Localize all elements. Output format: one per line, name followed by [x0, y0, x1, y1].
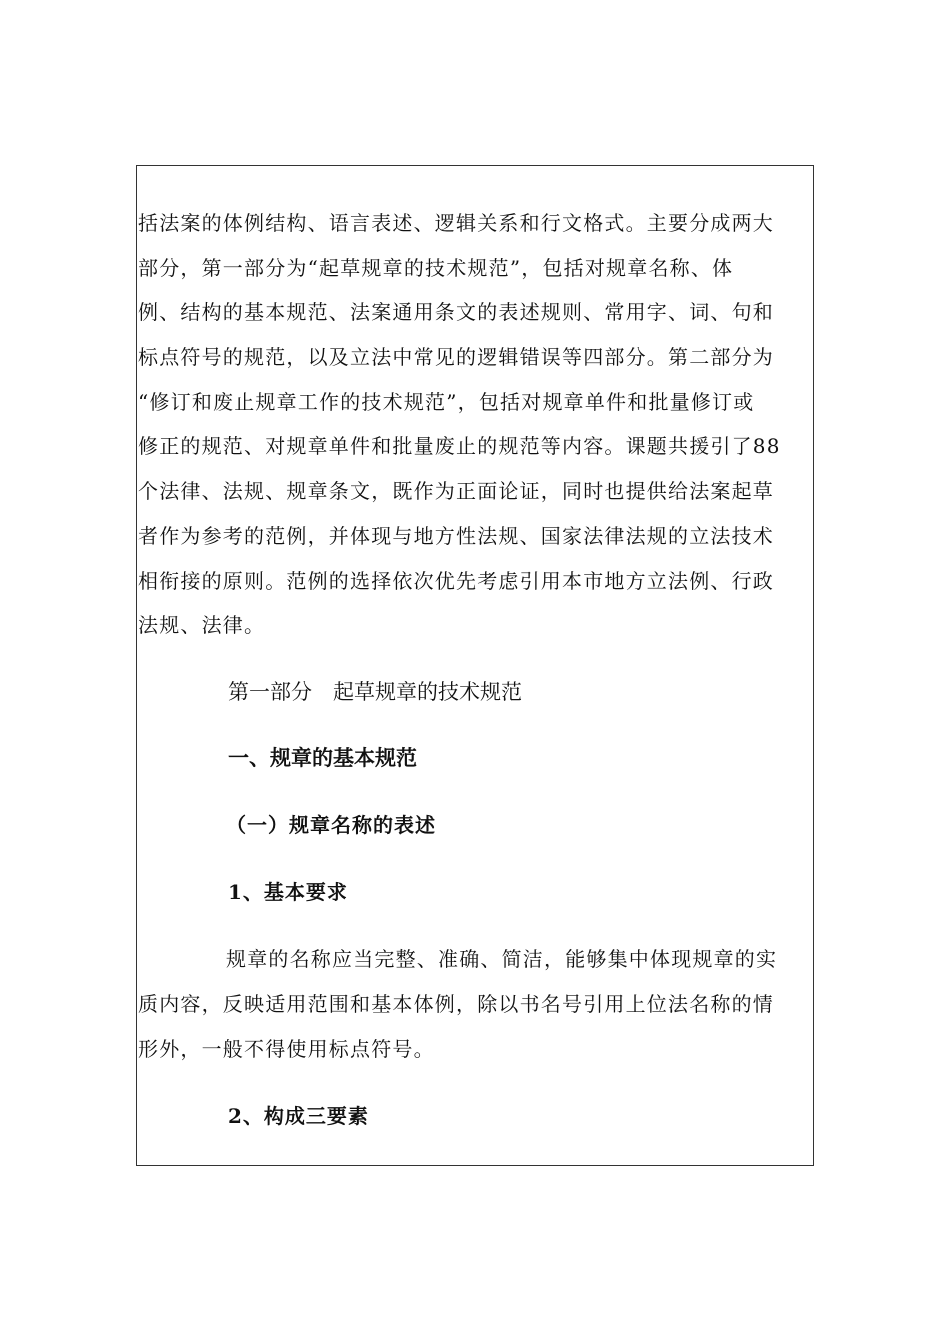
- intro-line: 括法案的体例结构、语言表述、逻辑关系和行文格式。主要分成两大: [138, 211, 774, 235]
- subsection-heading: （一）规章名称的表述: [226, 813, 436, 837]
- intro-line: 者作为参考的范例，并体现与地方性法规、国家法律法规的立法技术: [138, 524, 774, 548]
- intro-line: 相衔接的原则。范例的选择依次优先考虑引用本市地方立法例、行政: [138, 569, 774, 593]
- intro-line: “修订和废止规章工作的技术规范”，包括对规章单件和批量修订或: [138, 390, 755, 414]
- item1-line: 质内容，反映适用范围和基本体例，除以书名号引用上位法名称的情: [138, 992, 774, 1016]
- part-heading: 第一部分 起草规章的技术规范: [228, 680, 522, 704]
- section-heading: 一、规章的基本规范: [228, 746, 417, 770]
- intro-line: 法规、法律。: [138, 613, 266, 637]
- intro-line: 部分，第一部分为“起草规章的技术规范”，包括对规章名称、体: [138, 256, 734, 280]
- intro-line: 例、结构的基本规范、法案通用条文的表述规则、常用字、词、句和: [138, 300, 774, 324]
- item1-line: 规章的名称应当完整、准确、简洁，能够集中体现规章的实: [226, 947, 778, 971]
- item2-heading: 2、构成三要素: [228, 1104, 369, 1128]
- intro-line: 标点符号的规范，以及立法中常见的逻辑错误等四部分。第二部分为: [138, 345, 774, 369]
- intro-line: 个法律、法规、规章条文，既作为正面论证，同时也提供给法案起草: [138, 479, 774, 503]
- item1-line: 形外，一般不得使用标点符号。: [138, 1037, 435, 1061]
- item1-heading: 1、基本要求: [228, 880, 348, 904]
- intro-line: 修正的规范、对规章单件和批量废止的规范等内容。课题共援引了88: [138, 434, 781, 458]
